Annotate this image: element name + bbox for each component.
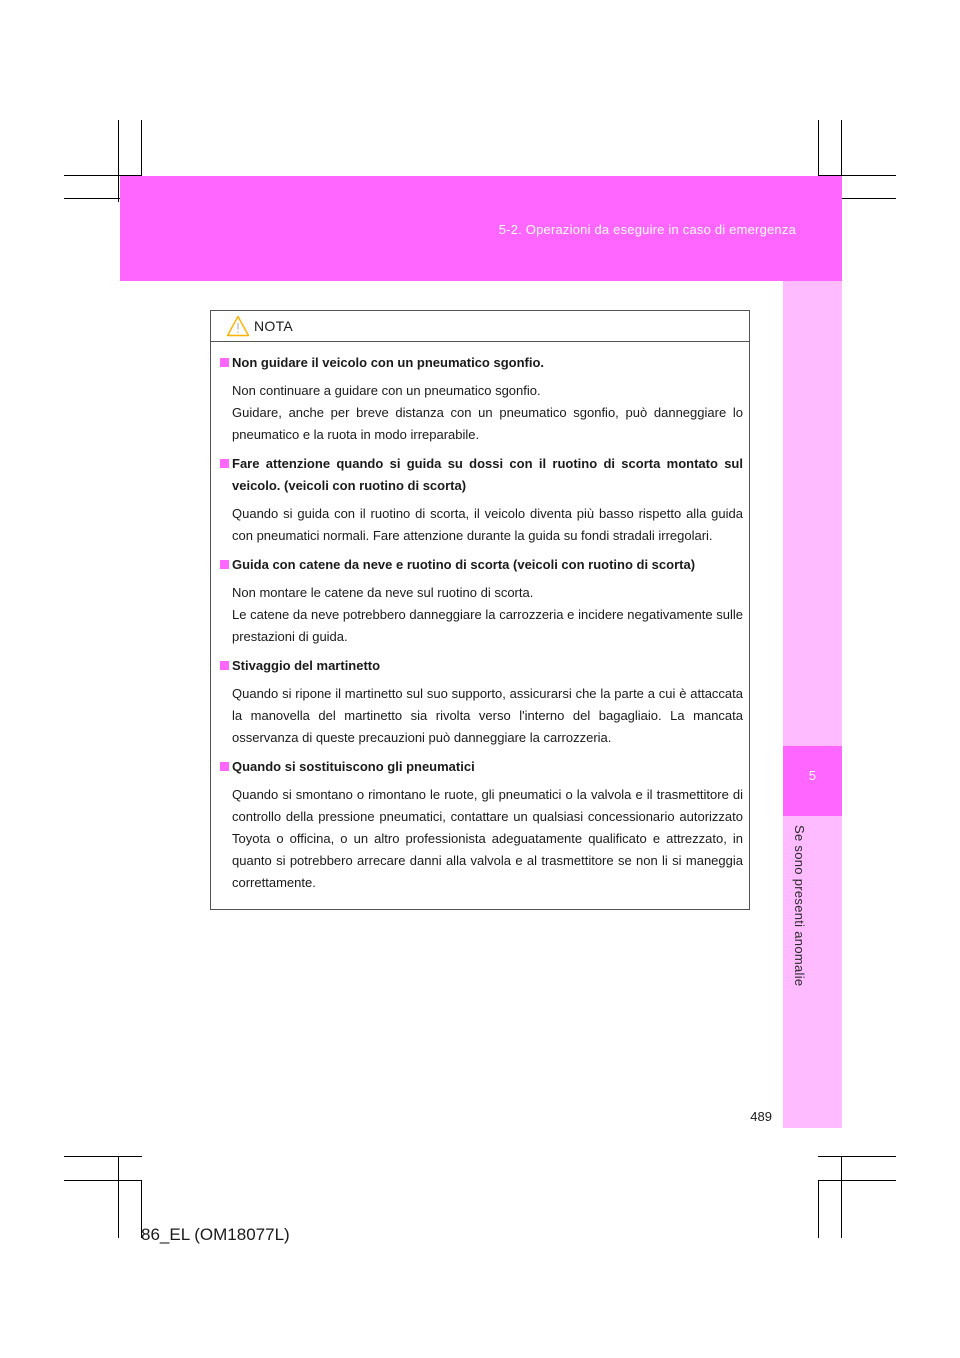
bullet-square-icon: [220, 358, 229, 367]
section-title: 5-2. Operazioni da eseguire in caso di emergenza: [498, 222, 796, 237]
note-item-heading-text: Stivaggio del martinetto: [232, 658, 381, 673]
bullet-square-icon: [220, 661, 229, 670]
note-item-heading: [219, 453, 743, 497]
note-paragraph: Le catene da neve potrebbero danneggiare la carrozzeria e incidere negativamente sulle prestazioni di guida.: [232, 607, 743, 644]
note-item: [219, 655, 743, 749]
note-header: [211, 311, 749, 342]
crop-mark: [64, 1156, 142, 1157]
note-item-heading-text: Non guidare il veicolo con un pneumatico sgonfio.: [232, 355, 545, 370]
note-label: NOTA: [254, 318, 294, 334]
crop-mark: [118, 120, 119, 202]
note-paragraph: Quando si ripone il martinetto sul suo supporto, assicurarsi che la parte a cui è attaccata la manovella del martinetto sia rivolta verso l'interno del bagagliaio. La mancata osservanza di queste precauzioni può danneggiare la carrozzeria.: [232, 686, 743, 745]
bullet-square-icon: [220, 560, 229, 569]
note-item-heading: [219, 756, 743, 778]
chapter-tab: [783, 746, 842, 816]
crop-mark: [818, 1180, 819, 1238]
crop-mark: [818, 1156, 896, 1157]
warning-triangle-icon: [226, 315, 250, 337]
note-paragraph: Quando si guida con il ruotino di scorta, il veicolo diventa più basso rispetto alla guida con pneumatici normali. Fare attenzione durante la guida su fondi stradali irregolari.: [232, 506, 743, 543]
page-number: 489: [750, 1109, 772, 1124]
note-item-heading-text: Fare attenzione quando si guida su dossi con il ruotino di scorta montato sul veicolo. (veicoli con ruotino di scorta): [232, 456, 743, 493]
note-item: [219, 756, 743, 894]
crop-mark: [118, 1156, 119, 1238]
note-item-heading: [219, 554, 743, 576]
note-paragraph: Non continuare a guidare con un pneumatico sgonfio.: [232, 383, 541, 398]
note-item-text: [219, 380, 743, 446]
note-item-text: [219, 683, 743, 749]
note-body: [211, 342, 749, 894]
section-header-band: [120, 176, 842, 281]
bullet-square-icon: [220, 762, 229, 771]
crop-mark: [841, 1156, 842, 1238]
note-item-heading: [219, 352, 743, 374]
crop-mark: [818, 1180, 896, 1181]
note-item-heading: [219, 655, 743, 677]
note-item: [219, 453, 743, 547]
note-item-text: [219, 503, 743, 547]
document-code: 86_EL (OM18077L): [141, 1225, 290, 1244]
bullet-square-icon: [220, 459, 229, 468]
note-item-heading-text: Guida con catene da neve e ruotino di scorta (veicoli con ruotino di scorta): [232, 557, 696, 572]
note-paragraph: Non montare le catene da neve sul ruotino di scorta.: [232, 585, 534, 600]
note-item: [219, 554, 743, 648]
note-item-text: [219, 784, 743, 894]
note-item: [219, 352, 743, 446]
note-item-text: [219, 582, 743, 648]
note-paragraph: Guidare, anche per breve distanza con un pneumatico sgonfio, può danneggiare lo pneumatico e la ruota in modo irreparabile.: [232, 405, 743, 442]
note-paragraph: Quando si smontano o rimontano le ruote, gli pneumatici o la valvola e il trasmettitore di controllo della pressione pneumatici, contattare un qualsiasi concessionario autorizzato Toyota o officina, o un altro professionista adeguatamente qualificato e attrezzato, in quanto si potrebbero arrecare danni alla valvola e al trasmettitore se non li si maneggia correttamente.: [232, 787, 743, 890]
crop-mark: [64, 1180, 142, 1181]
chapter-title: Se sono presenti anomalie: [792, 825, 807, 987]
note-item-heading-text: Quando si sostituiscono gli pneumatici: [232, 759, 475, 774]
note-box: [210, 310, 750, 910]
chapter-number: 5: [808, 768, 817, 783]
chapter-side-strip: [783, 281, 842, 1128]
